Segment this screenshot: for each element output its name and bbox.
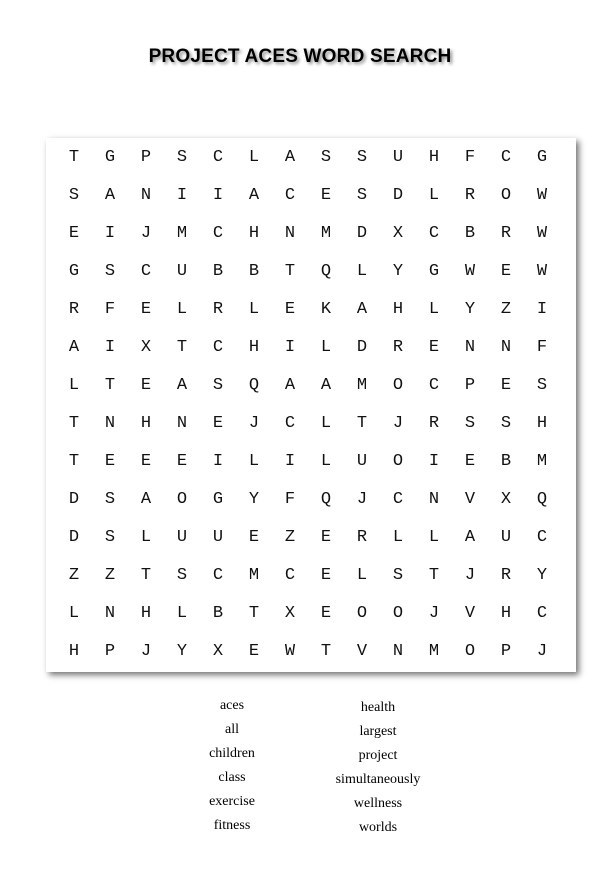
grid-cell: U (176, 527, 188, 547)
grid-cell: U (356, 451, 368, 471)
grid-cell: E (320, 603, 332, 623)
grid-cell: T (356, 413, 368, 433)
grid-cell: S (104, 527, 116, 547)
grid-cell: A (356, 299, 368, 319)
grid-cell: E (212, 413, 224, 433)
word-list-item: simultaneously (335, 772, 421, 787)
grid-cell: S (500, 413, 512, 433)
grid-cell: H (248, 337, 260, 357)
grid-cell: L (356, 565, 368, 585)
grid-cell: Z (68, 565, 80, 585)
grid-cell: I (104, 223, 116, 243)
grid-cell: A (140, 489, 152, 509)
grid-cell: L (176, 299, 188, 319)
grid-cell: E (320, 565, 332, 585)
grid-cell: T (140, 565, 152, 585)
grid-cell: U (500, 527, 512, 547)
grid-cell: W (464, 261, 476, 281)
word-list-column-2 (330, 696, 426, 840)
grid-cell: X (212, 641, 224, 661)
grid-cell: I (176, 185, 188, 205)
grid-cell: H (392, 299, 404, 319)
word-list-item: exercise (209, 794, 255, 809)
grid-cell: G (428, 261, 440, 281)
word-list-item: wellness (353, 796, 403, 811)
grid-cell: E (68, 223, 80, 243)
grid-cell: L (428, 527, 440, 547)
grid-cell: E (464, 451, 476, 471)
grid-cell: I (284, 451, 296, 471)
grid-cell: P (464, 375, 476, 395)
grid-cell: R (428, 413, 440, 433)
grid-cell: L (248, 451, 260, 471)
grid-cell: A (176, 375, 188, 395)
grid-cell: T (68, 413, 80, 433)
grid-cell: N (176, 413, 188, 433)
grid-cell: L (68, 375, 80, 395)
grid-cell: E (500, 261, 512, 281)
grid-cell: D (68, 527, 80, 547)
grid-cell: H (428, 147, 440, 167)
grid-cell: E (176, 451, 188, 471)
grid-cell: J (140, 223, 152, 243)
grid-cell: V (356, 641, 368, 661)
grid-cell: D (356, 337, 368, 357)
grid-cell: G (212, 489, 224, 509)
grid-cell: L (248, 147, 260, 167)
grid-cell: N (140, 185, 152, 205)
grid-cell: X (140, 337, 152, 357)
grid-cell: F (104, 299, 116, 319)
grid-cell: S (356, 147, 368, 167)
grid-cell: S (392, 565, 404, 585)
grid-cell: B (464, 223, 476, 243)
word-list-item: worlds (358, 820, 398, 835)
grid-cell: C (428, 223, 440, 243)
grid-cell: Y (176, 641, 188, 661)
grid-cell: M (428, 641, 440, 661)
word-search-grid-panel (46, 138, 576, 672)
grid-cell: L (140, 527, 152, 547)
grid-cell: Z (500, 299, 512, 319)
grid-cell: L (320, 451, 332, 471)
grid-cell: J (140, 641, 152, 661)
grid-cell: O (392, 603, 404, 623)
grid-cell: U (176, 261, 188, 281)
grid-cell: E (500, 375, 512, 395)
grid-cell: S (104, 489, 116, 509)
letter-grid (56, 138, 560, 670)
grid-cell: T (428, 565, 440, 585)
grid-cell: H (248, 223, 260, 243)
grid-cell: T (176, 337, 188, 357)
word-list-item: aces (219, 698, 245, 713)
word-list-item: all (225, 722, 239, 737)
grid-cell: K (320, 299, 332, 319)
word-list-item: project (358, 748, 398, 763)
grid-cell: W (536, 223, 548, 243)
grid-cell: M (536, 451, 548, 471)
grid-cell: H (140, 603, 152, 623)
grid-cell: A (284, 147, 296, 167)
grid-cell: L (428, 299, 440, 319)
grid-cell: O (500, 185, 512, 205)
grid-cell: R (464, 185, 476, 205)
grid-cell: Z (104, 565, 116, 585)
grid-cell: L (428, 185, 440, 205)
grid-cell: X (392, 223, 404, 243)
grid-cell: N (428, 489, 440, 509)
grid-cell: Z (284, 527, 296, 547)
grid-cell: A (464, 527, 476, 547)
grid-cell: B (248, 261, 260, 281)
grid-cell: C (212, 565, 224, 585)
grid-cell: Q (320, 261, 332, 281)
grid-cell: W (536, 185, 548, 205)
grid-cell: I (284, 337, 296, 357)
grid-cell: C (536, 527, 548, 547)
word-list-item: children (209, 746, 255, 761)
grid-cell: S (320, 147, 332, 167)
word-list-column-1 (190, 694, 274, 838)
grid-cell: E (248, 527, 260, 547)
grid-cell: J (464, 565, 476, 585)
grid-cell: C (284, 185, 296, 205)
grid-cell: S (464, 413, 476, 433)
grid-cell: G (104, 147, 116, 167)
grid-cell: N (104, 413, 116, 433)
word-list-item: largest (359, 724, 397, 739)
grid-cell: Y (392, 261, 404, 281)
grid-cell: H (68, 641, 80, 661)
grid-cell: U (212, 527, 224, 547)
grid-cell: C (428, 375, 440, 395)
grid-cell: E (320, 527, 332, 547)
grid-cell: R (68, 299, 80, 319)
grid-cell: V (464, 489, 476, 509)
grid-cell: C (212, 147, 224, 167)
grid-cell: J (428, 603, 440, 623)
grid-cell: Y (536, 565, 548, 585)
grid-cell: S (536, 375, 548, 395)
grid-cell: H (536, 413, 548, 433)
grid-cell: I (536, 299, 548, 319)
grid-cell: J (392, 413, 404, 433)
grid-cell: E (140, 299, 152, 319)
grid-cell: U (392, 147, 404, 167)
grid-cell: A (68, 337, 80, 357)
grid-cell: B (212, 261, 224, 281)
grid-cell: R (212, 299, 224, 319)
grid-cell: G (536, 147, 548, 167)
grid-cell: A (104, 185, 116, 205)
grid-cell: E (140, 451, 152, 471)
grid-cell: N (464, 337, 476, 357)
grid-cell: T (68, 147, 80, 167)
grid-cell: R (356, 527, 368, 547)
grid-cell: P (500, 641, 512, 661)
grid-cell: L (320, 337, 332, 357)
grid-cell: E (320, 185, 332, 205)
grid-cell: O (392, 451, 404, 471)
grid-cell: N (392, 641, 404, 661)
grid-cell: Q (320, 489, 332, 509)
grid-cell: A (248, 185, 260, 205)
grid-cell: J (248, 413, 260, 433)
grid-cell: D (392, 185, 404, 205)
grid-cell: S (104, 261, 116, 281)
grid-cell: A (284, 375, 296, 395)
grid-cell: Y (464, 299, 476, 319)
grid-cell: C (212, 337, 224, 357)
grid-cell: N (284, 223, 296, 243)
grid-cell: N (500, 337, 512, 357)
grid-cell: C (140, 261, 152, 281)
page-title: PROJECT ACES WORD SEARCH (148, 46, 452, 67)
grid-cell: S (212, 375, 224, 395)
grid-cell: M (356, 375, 368, 395)
grid-cell: Q (248, 375, 260, 395)
grid-cell: L (248, 299, 260, 319)
grid-cell: M (248, 565, 260, 585)
grid-cell: O (464, 641, 476, 661)
grid-cell: O (176, 489, 188, 509)
grid-cell: Q (536, 489, 548, 509)
grid-cell: L (176, 603, 188, 623)
grid-cell: V (464, 603, 476, 623)
grid-cell: T (104, 375, 116, 395)
grid-cell: M (176, 223, 188, 243)
grid-cell: I (428, 451, 440, 471)
grid-cell: J (536, 641, 548, 661)
grid-cell: X (500, 489, 512, 509)
grid-cell: C (284, 565, 296, 585)
grid-cell: T (68, 451, 80, 471)
grid-cell: H (500, 603, 512, 623)
grid-cell: B (500, 451, 512, 471)
grid-cell: F (464, 147, 476, 167)
grid-cell: L (68, 603, 80, 623)
grid-cell: N (104, 603, 116, 623)
grid-cell: F (536, 337, 548, 357)
word-list-item: health (360, 700, 396, 715)
grid-cell: D (68, 489, 80, 509)
grid-cell: C (536, 603, 548, 623)
grid-cell: L (356, 261, 368, 281)
grid-cell: I (212, 185, 224, 205)
grid-cell: E (248, 641, 260, 661)
grid-cell: W (284, 641, 296, 661)
grid-cell: P (140, 147, 152, 167)
grid-cell: C (500, 147, 512, 167)
grid-cell: E (284, 299, 296, 319)
grid-cell: C (284, 413, 296, 433)
grid-cell: H (140, 413, 152, 433)
grid-cell: E (140, 375, 152, 395)
grid-cell: T (284, 261, 296, 281)
grid-cell: G (68, 261, 80, 281)
grid-cell: W (536, 261, 548, 281)
grid-cell: J (356, 489, 368, 509)
grid-cell: T (248, 603, 260, 623)
grid-cell: C (212, 223, 224, 243)
grid-cell: M (320, 223, 332, 243)
grid-cell: T (320, 641, 332, 661)
word-list-item: class (218, 770, 246, 785)
grid-cell: I (212, 451, 224, 471)
grid-cell: L (320, 413, 332, 433)
grid-cell: C (392, 489, 404, 509)
grid-cell: R (500, 223, 512, 243)
grid-cell: X (284, 603, 296, 623)
grid-cell: S (68, 185, 80, 205)
grid-cell: S (176, 565, 188, 585)
grid-cell: E (104, 451, 116, 471)
grid-cell: F (284, 489, 296, 509)
grid-cell: E (428, 337, 440, 357)
grid-cell: P (104, 641, 116, 661)
grid-cell: L (392, 527, 404, 547)
grid-cell: I (104, 337, 116, 357)
grid-cell: Y (248, 489, 260, 509)
grid-cell: O (392, 375, 404, 395)
word-list-item: fitness (213, 818, 251, 833)
grid-cell: R (500, 565, 512, 585)
grid-cell: O (356, 603, 368, 623)
grid-cell: A (320, 375, 332, 395)
grid-cell: B (212, 603, 224, 623)
grid-cell: D (356, 223, 368, 243)
grid-cell: S (356, 185, 368, 205)
grid-cell: S (176, 147, 188, 167)
grid-cell: R (392, 337, 404, 357)
